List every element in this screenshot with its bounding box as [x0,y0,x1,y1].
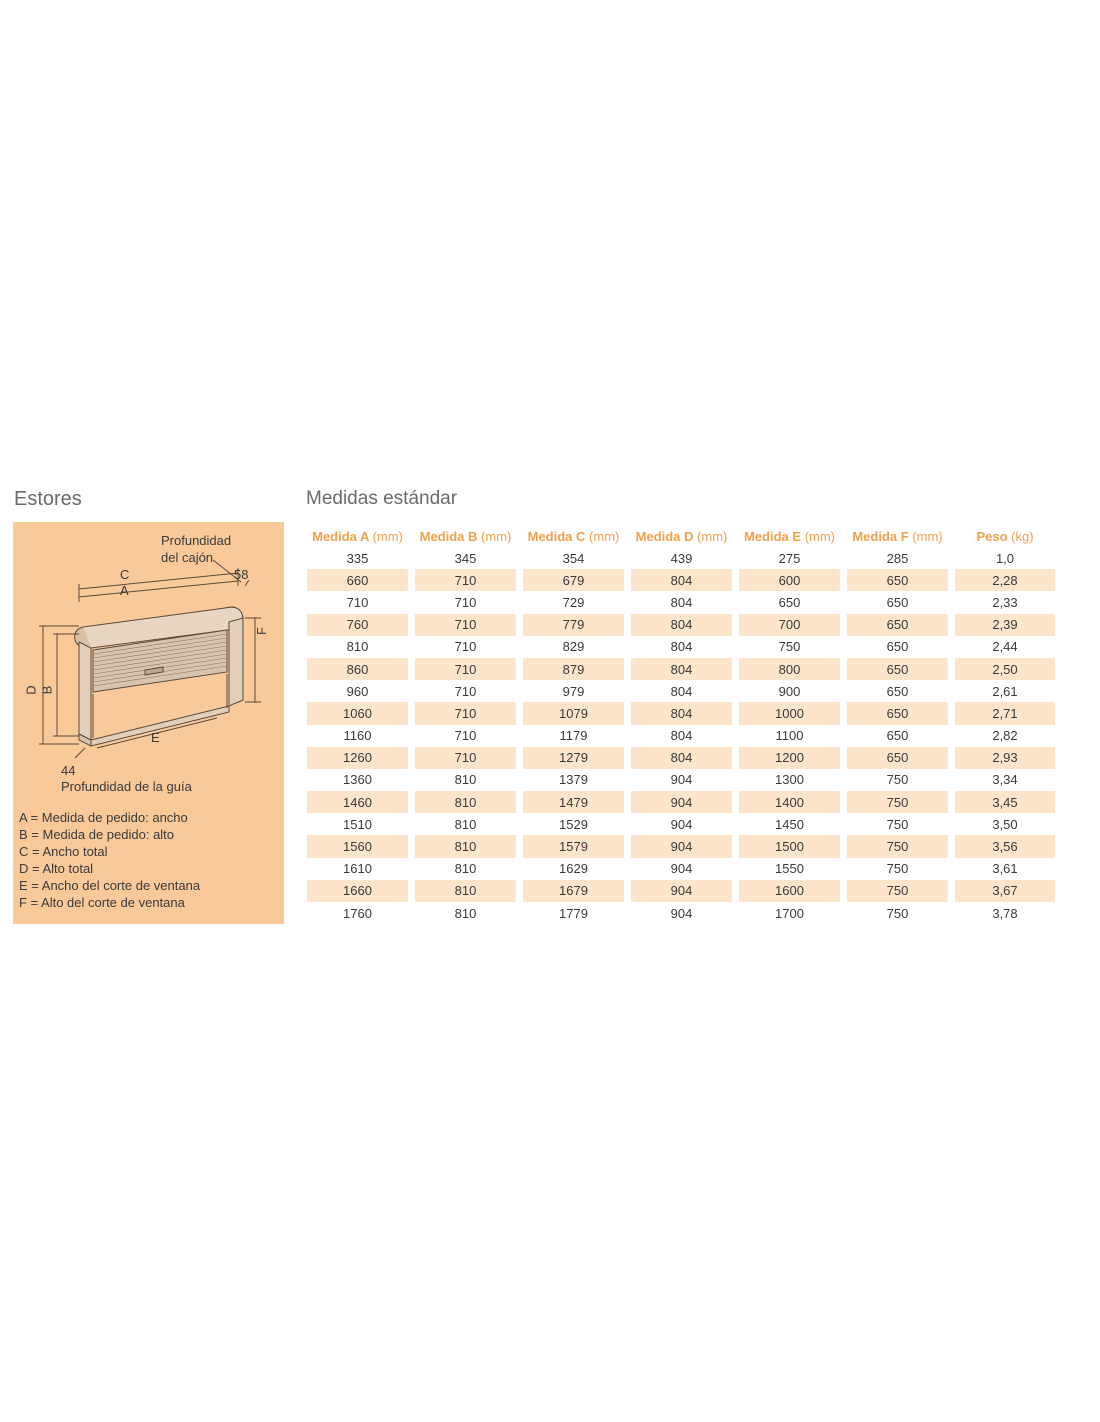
label-profundidad-guia: Profundidad de la guía [61,779,192,794]
table-row [307,680,1055,702]
standard-sizes-table [300,525,1062,924]
column-header [307,525,408,547]
table-cell: 2,39 [955,614,1055,636]
column-header [631,525,732,547]
legend-item: E = Ancho del corte de ventana [19,878,201,893]
column-header-unit: (kg) [1011,528,1034,544]
table-cell: 1060 [307,702,408,724]
table-cell: 1610 [343,861,372,877]
table-cell: 804 [670,639,693,655]
table-cell: 904 [670,772,693,788]
table-cell: 650 [847,702,948,724]
table-cell: 710 [415,569,516,591]
table-cell: 804 [670,728,693,744]
table-cell: 1400 [739,791,840,813]
table-cell: 354 [562,550,585,566]
table-cell: 700 [739,614,840,636]
table-cell: 2,33 [992,594,1018,610]
table-cell: 860 [307,658,408,680]
table-cell: 810 [454,772,477,788]
column-header-name: Medida B [419,528,478,544]
table-body [307,547,1055,924]
column-header [415,525,516,547]
table-cell: 810 [415,880,516,902]
label-e: E [151,730,160,745]
label-b: B [39,685,55,695]
legend-item: D = Alto total [19,861,94,876]
column-header [523,525,624,547]
table-cell: 1000 [739,702,840,724]
table-cell: 779 [523,614,624,636]
table-cell: 904 [670,861,693,877]
table-cell: 3,67 [955,880,1055,902]
table-cell: 1629 [559,861,588,877]
table-cell: 904 [670,816,693,832]
table-cell: 750 [847,835,948,857]
column-header-unit: (mm) [481,528,512,544]
table-cell: 710 [415,702,516,724]
table-cell: 804 [631,614,732,636]
label-profundidad-cajon-line1: Profundidad [161,533,232,548]
table-cell: 810 [415,791,516,813]
table-row [307,791,1055,813]
table-cell: 804 [631,658,732,680]
table-cell: 1679 [523,880,624,902]
table-cell: 650 [847,658,948,680]
table-cell: 1700 [775,905,804,921]
label-d: D [23,685,39,695]
table-cell: 710 [454,728,477,744]
table-cell: 804 [670,594,693,610]
table-cell: 1,0 [995,550,1015,566]
legend-item: C = Ancho total [19,844,108,859]
table-cell: 879 [523,658,624,680]
legend-item: B = Medida de pedido: alto [19,827,175,842]
table-cell: 904 [631,791,732,813]
table-cell: 1579 [523,835,624,857]
table-cell: 650 [886,594,909,610]
table-cell: 710 [454,683,477,699]
table-header-row [307,525,1055,547]
table-cell: 345 [454,550,477,566]
section-title-medidas: Medidas estándar [306,488,458,509]
table-cell: 1660 [307,880,408,902]
dimension-line-c [79,573,238,589]
table-cell: 1560 [307,835,408,857]
table-cell: 275 [778,550,801,566]
table-cell: 1479 [523,791,624,813]
table-row [307,614,1055,636]
table-cell: 1360 [343,772,372,788]
table-cell: 804 [631,702,732,724]
table-cell: 810 [454,861,477,877]
table-cell: 650 [847,614,948,636]
table-cell: 1779 [559,905,588,921]
table-cell: 1600 [739,880,840,902]
table-cell: 650 [847,747,948,769]
table-cell: 904 [631,880,732,902]
table-cell: 600 [739,569,840,591]
table-cell: 810 [415,835,516,857]
table-cell: 710 [415,658,516,680]
table-cell: 750 [847,791,948,813]
column-header-name: Medida D [635,528,694,544]
table-cell: 1160 [343,728,372,744]
table-cell: 760 [307,614,408,636]
table-cell: 960 [346,683,369,699]
table-row [307,813,1055,835]
table-cell: 710 [454,639,477,655]
table-cell: 650 [847,569,948,591]
table-cell: 660 [307,569,408,591]
table-cell: 2,71 [955,702,1055,724]
dimension-line-a [79,581,238,597]
blind-diagram-panel [13,522,284,924]
table-cell: 1279 [523,747,624,769]
table-row [307,569,1055,591]
column-header [955,525,1055,547]
table-cell: 1079 [523,702,624,724]
right-guide-rail [229,618,243,706]
blind-diagram-drawing [13,522,284,802]
table-cell: 710 [454,594,477,610]
table-row [307,702,1055,724]
table-cell: 650 [886,728,909,744]
label-58: 58 [234,567,249,582]
table-row [307,547,1055,569]
table-cell: 439 [670,550,693,566]
table-cell: 1460 [307,791,408,813]
table-cell: 750 [886,816,909,832]
table-cell: 979 [562,683,585,699]
table-row [307,835,1055,857]
table-cell: 900 [778,683,801,699]
table-row [307,725,1055,747]
table-cell: 650 [886,639,909,655]
table-cell: 729 [562,594,585,610]
table-cell: 3,34 [992,772,1018,788]
table-cell: 904 [631,835,732,857]
table-cell: 679 [523,569,624,591]
table-cell: 810 [454,816,477,832]
table-cell: 335 [346,550,369,566]
table-row [307,902,1055,924]
column-header-unit: (mm) [804,528,836,544]
column-header-name: Medida C [527,528,586,544]
table-cell: 1550 [775,861,804,877]
legend-item: F = Alto del corte de ventana [19,895,185,910]
label-c: C [120,567,130,582]
table-cell: 750 [886,861,909,877]
label-44: 44 [61,763,76,778]
table-cell: 1529 [559,816,588,832]
table-cell: 3,50 [992,816,1018,832]
column-header-unit: (mm) [912,528,943,544]
column-header [847,525,948,547]
legend-item: A = Medida de pedido: ancho [19,810,188,825]
column-header-name: Medida F [852,528,909,544]
table-row [307,591,1055,613]
label-f: F [253,627,269,635]
table-cell: 810 [454,905,477,921]
table-cell: 2,50 [955,658,1055,680]
table-cell: 1450 [775,816,804,832]
column-header-unit: (mm) [372,528,403,544]
table-cell: 650 [886,683,909,699]
table-cell: 1100 [775,728,804,744]
table-cell: 710 [415,614,516,636]
table-cell: 904 [670,905,693,921]
table-cell: 750 [778,639,801,655]
table-cell: 800 [739,658,840,680]
table-cell: 1260 [307,747,408,769]
table-cell: 1379 [559,772,588,788]
column-header-unit: (mm) [589,528,620,544]
column-header-name: Peso [976,528,1008,544]
dimension-legend [19,809,200,911]
table-row [307,658,1055,680]
table-cell: 804 [631,569,732,591]
table-cell: 3,61 [992,861,1018,877]
table-cell: 2,44 [992,639,1018,655]
table-cell: 1510 [343,816,372,832]
table-row [307,858,1055,880]
table-cell: 804 [631,747,732,769]
table-cell: 810 [346,639,369,655]
column-header [739,525,840,547]
table-cell: 3,45 [955,791,1055,813]
table-cell: 750 [847,880,948,902]
table-cell: 3,78 [992,905,1018,921]
table-cell: 2,82 [992,728,1018,744]
table-row [307,769,1055,791]
table-row [307,747,1055,769]
table-cell: 2,93 [955,747,1055,769]
table-cell: 710 [415,747,516,769]
table-cell: 750 [886,905,909,921]
section-title-estores: Estores [14,488,82,510]
table-cell: 710 [346,594,369,610]
table-cell: 2,61 [992,683,1018,699]
table-cell: 1179 [559,728,588,744]
table-cell: 1500 [739,835,840,857]
label-profundidad-cajon-line2: del cajón [161,550,214,565]
table-row [307,636,1055,658]
column-header-name: Medida A [312,528,369,544]
table-cell: 1200 [739,747,840,769]
column-header-unit: (mm) [697,528,728,544]
table-cell: 285 [886,550,909,566]
table-cell: 650 [778,594,801,610]
left-guide-rail [79,642,91,740]
table-cell: 3,56 [955,835,1055,857]
table-cell: 1300 [775,772,804,788]
table-cell: 1760 [343,905,372,921]
column-header-name: Medida E [743,528,802,544]
table-cell: 2,28 [955,569,1055,591]
table-cell: 804 [670,683,693,699]
table-row [307,880,1055,902]
table-cell: 829 [562,639,585,655]
label-a: A [120,583,129,598]
table-cell: 750 [886,772,909,788]
